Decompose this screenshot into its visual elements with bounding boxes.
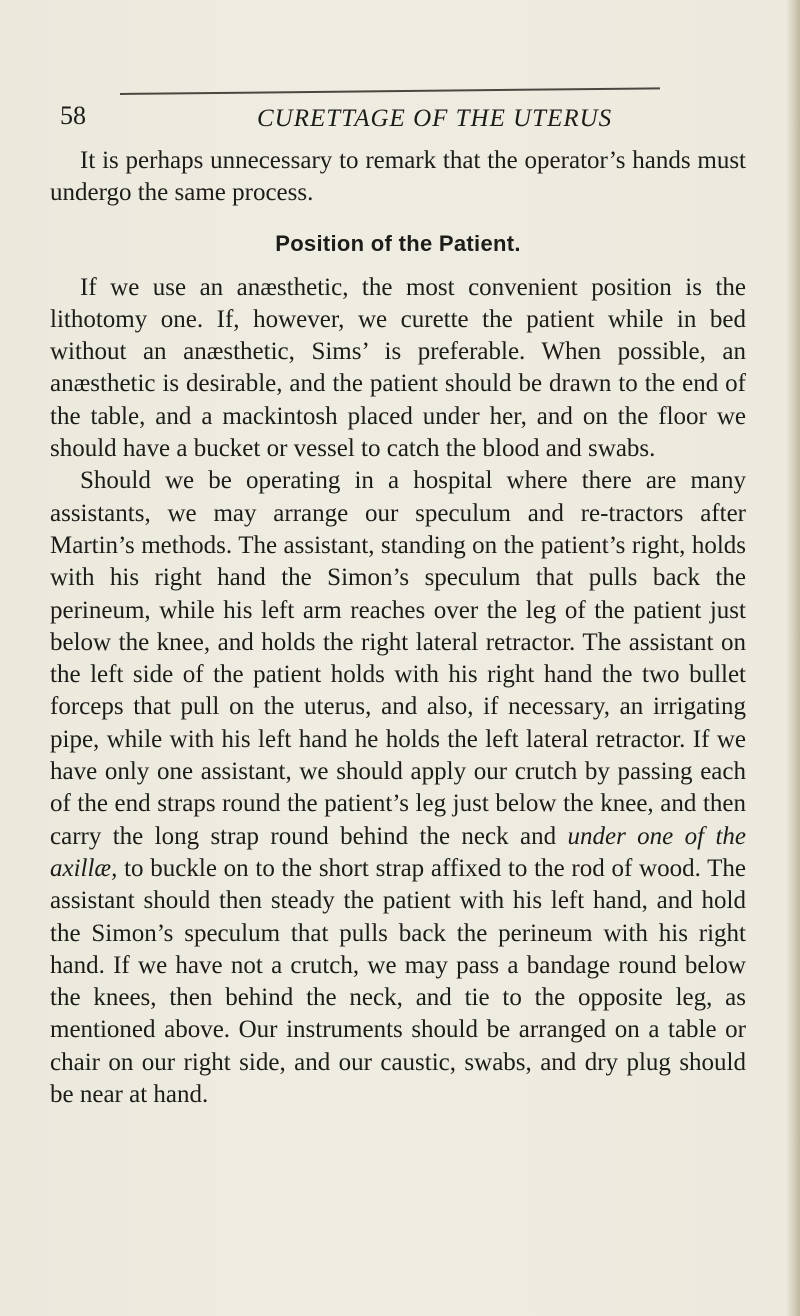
header-rule bbox=[120, 87, 660, 95]
page-number: 58 bbox=[60, 101, 86, 130]
paragraph-assistants-text-b: to buckle on to the short strap affixed to the rod of wood. The assistant should then steady the patient with his left hand, and hold the Simon’s speculum that pulls back the perineum with his right hand. If we have not a crutch, we may pass a bandage round below the knees, then behind the neck, and tie to the opposite leg, as mentioned above. Our instruments should be arranged on a table or chair on our right side, and our caustic, swabs, and dry plug should be near at hand. bbox=[50, 854, 746, 1109]
body-text bbox=[50, 145, 746, 1111]
paragraph-operator-hands: It is perhaps unnecessary to remark that the operator’s hands must undergo the same process. bbox=[50, 147, 746, 207]
paragraph-anaesthetic: If we use an anæsthetic, the most convenient position is the lithotomy one. If, however, we curette the patient while in bed without an anæsthetic, Sims’ is preferable. When possible, an anæsthetic is desirable, and the patient should be drawn to the end of the table, and a mackintosh placed under her, and on the floor we should have a bucket or vessel to catch the blood and swabs. bbox=[50, 273, 746, 463]
paragraph-assistants-text-a: Should we be operating in a hospital where there are many assistants, we may arrange our speculum and re-tractors after Martin’s methods. The assistant, standing on the patient’s right, holds with his right hand the Simon’s speculum that pulls back the perineum, while his left arm reaches over the leg of the patient just below the knee, and holds the right lateral retractor. The assistant on the left side of the patient holds with his right hand the two bullet forceps that pull on the uterus, and also, if necessary, an irrigating pipe, while with his left hand he holds the left lateral retractor. If we have only one assistant, we should apply our crutch by passing each of the end straps round the patient’s leg just below the knee, and then carry the long strap round behind the neck and bbox=[50, 467, 746, 850]
page-header bbox=[60, 95, 720, 135]
running-title: CURETTAGE OF THE UTERUS bbox=[257, 105, 613, 132]
page-edge-shadow bbox=[786, 0, 800, 1316]
section-heading: Position of the Patient. bbox=[275, 230, 521, 256]
italic-phrase: under one of the axillæ, bbox=[50, 822, 746, 882]
paragraph-assistants bbox=[50, 465, 746, 1111]
